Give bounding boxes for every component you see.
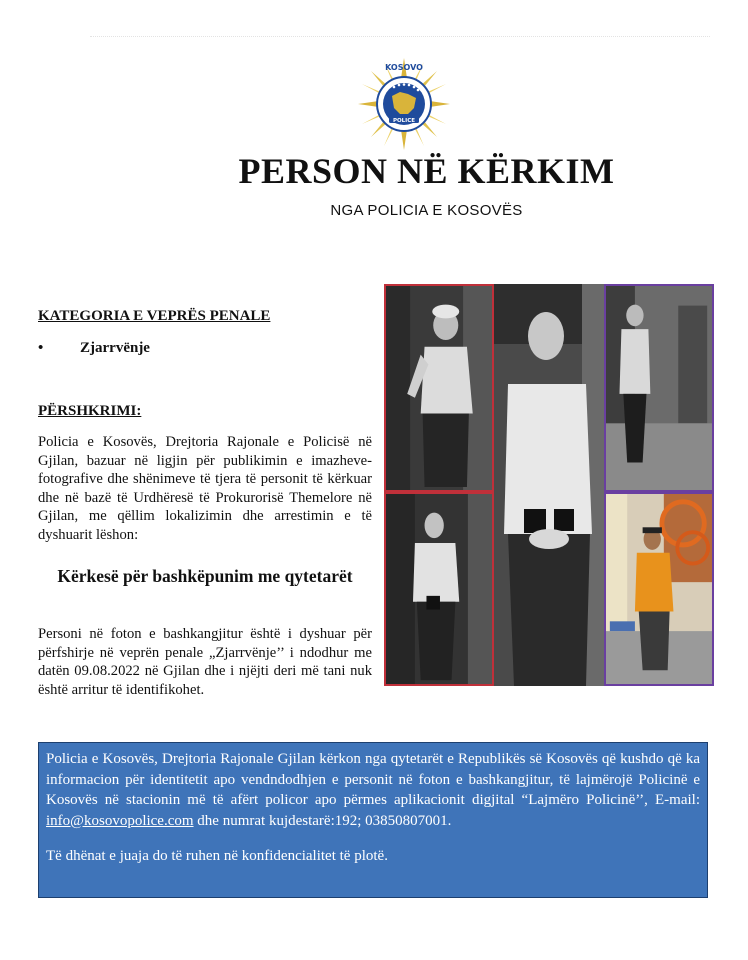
info-box <box>38 742 708 898</box>
info-box-text-before-email: Policia e Kosovës, Drejtoria Rajonale Gjilan kërkon nga qytetarët e Republikës së Kosovës që kushdo që ka informacion për identitetit apo vendndodhjen e personit në foton e bashkangjitur, të lajmërojë Policinë e Kosovës në stacionin më të afërt policor apo përmes aplikacionit digjital “Lajmëro Policinë’’, E-mail: <box>46 751 700 808</box>
description-paragraph-1: Policia e Kosovës, Drejtoria Rajonale e Policisë në Gjilan, bazuar në ligjin për publikimin e imazheve-fotografive dhe shënimeve të tjera të personit të kërkuar dhe në bazë të Urdhëresë të Prokurorisë Themelore në Gjilan, me qëllim lokalizimin dhe arrestimin e të dyshuarit lëshon: <box>38 434 372 543</box>
category-item-label: Zjarrvënje <box>80 340 150 356</box>
category-item <box>38 340 150 357</box>
page-title: PERSON NË KËRKIM <box>238 151 615 191</box>
page-subtitle: NGA POLICIA E KOSOVËS <box>330 202 523 219</box>
email-link[interactable]: info@kosovopolice.com <box>46 812 194 829</box>
surveillance-photo-3 <box>604 284 714 492</box>
info-box-text <box>46 749 700 831</box>
confidentiality-note: Të dhënat e juaja do të ruhen në konfidencialitet të plotë. <box>46 848 388 864</box>
surveillance-photo-collage <box>384 284 714 686</box>
description-paragraph-2: Personi në foton e bashkangjitur është i dyshuar për përfshirje në veprën penale „Zjarrvënje’’ i ndodhur me datën 09.08.2022 në Gjilan dhe i njëjti deri më tani nuk është arritur të identifikohet. <box>38 626 372 698</box>
description-heading: PËRSHKRIMI: <box>38 403 142 419</box>
request-title: Kërkesë për bashkëpunim me qytetarët <box>57 566 353 586</box>
logo-band-text: POLICE <box>392 118 416 124</box>
top-dotted-rule <box>90 36 710 37</box>
bullet-icon: • <box>38 340 44 356</box>
kosovo-police-badge-icon <box>356 56 452 152</box>
surveillance-photo-5 <box>604 492 714 686</box>
category-heading: KATEGORIA E VEPRËS PENALE <box>38 308 271 324</box>
surveillance-photo-2 <box>494 284 604 686</box>
surveillance-photo-1 <box>384 284 494 492</box>
surveillance-photo-4 <box>384 492 494 686</box>
logo-top-text: KOSOVO <box>385 63 423 72</box>
info-box-text-after-email: dhe numrat kujdestarë:192; 03850807001. <box>193 812 452 829</box>
